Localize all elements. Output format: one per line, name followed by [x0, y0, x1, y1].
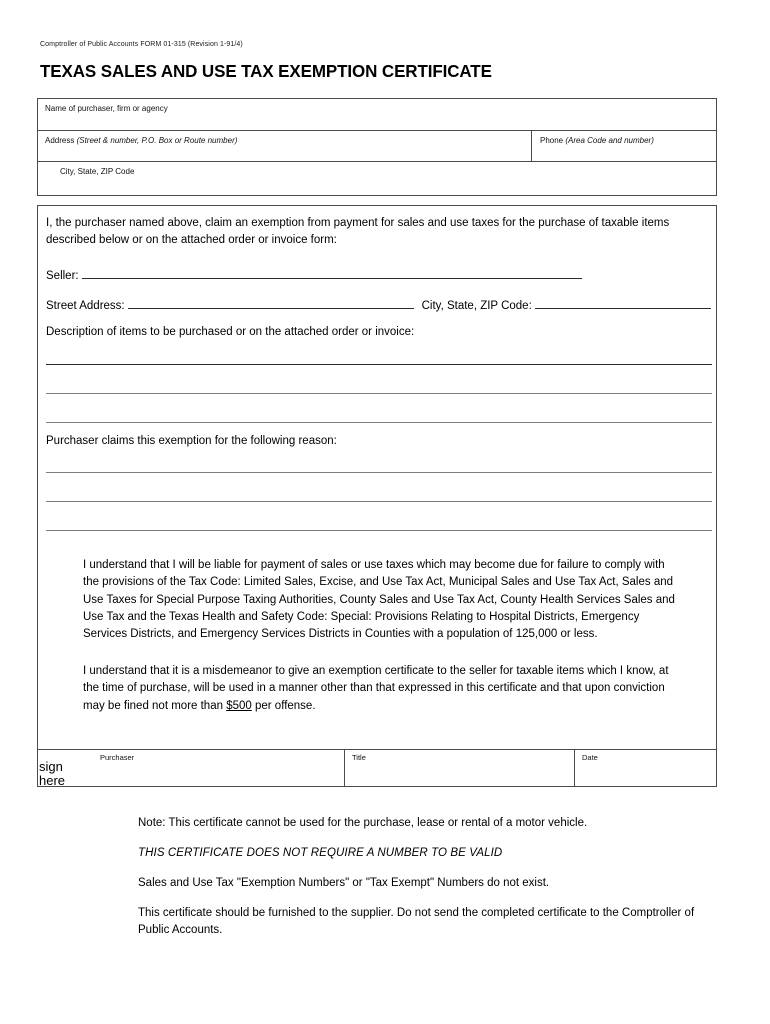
description-heading: Description of items to be purchased or on the attached order or invoice:	[46, 326, 415, 338]
description-write-line[interactable]	[46, 364, 712, 365]
purchaser-signature-label: Purchaser	[100, 753, 135, 762]
title-label: Title	[352, 753, 366, 762]
signature-row	[38, 749, 716, 786]
liability-paragraph: I understand that I will be liable for payment of sales or use taxes which may become due for failure to comply with the provisions of the Tax Code: Limited Sales, Excise, and Use Tax Act, Municipal Sales and Use Tax Act, Sales and Use Taxes for Special Purpose Taxing Authorities, County Sales and Use Tax Act, County Health Services Sales and Use Tax and the Texas Health and Safety Code: Special: Provisions Relating to Hospital Districts, Emergency Services Districts, and Emergency Services Districts in Counties with a population of 125,000 or less.	[83, 559, 675, 641]
exemption-statement-box	[37, 205, 717, 787]
note-exemption-numbers: Sales and Use Tax "Exemption Numbers" or "Tax Exempt" Numbers do not exist.	[138, 877, 550, 889]
name-of-purchaser-row[interactable]	[38, 99, 716, 131]
reason-write-line[interactable]	[46, 530, 712, 531]
address-label-text: Address	[45, 136, 77, 145]
misdemeanor-paragraph	[83, 663, 683, 715]
form-number-label: Comptroller of Public Accounts FORM 01-315 (Revision 1-91/4)	[40, 41, 243, 48]
sign-here-line-1: sign	[39, 759, 63, 774]
note-furnish-to-supplier: This certificate should be furnished to the supplier. Do not send the completed certificate to the Comptroller of Public Accounts.	[138, 907, 695, 936]
name-of-purchaser-label: Name of purchaser, firm or agency	[45, 104, 168, 113]
seller-label: Seller:	[46, 270, 79, 282]
street-address-label: Street Address:	[46, 300, 125, 312]
purchaser-identity-box	[37, 98, 717, 196]
reason-heading: Purchaser claims this exemption for the following reason:	[46, 435, 337, 447]
address-label-hint: (Street & number, P.O. Box or Route number)	[76, 136, 238, 145]
phone-label	[540, 136, 654, 145]
city-state-zip-row[interactable]	[38, 162, 716, 195]
intro-paragraph: I, the purchaser named above, claim an exemption from payment for sales and use taxes for the purchase of taxable items described below or on the attached order or invoice form:	[46, 217, 670, 246]
note-motor-vehicle: Note: This certificate cannot be used for the purchase, lease or rental of a motor vehicle.	[138, 817, 588, 829]
misdemeanor-text-part1: I understand that it is a misdemeanor to give an exemption certificate to the seller for taxable items which I know, at the time of purchase, will be used in a manner other than that expressed in this certificate and that upon conviction may be fined not more than	[83, 665, 669, 712]
phone-label-text: Phone	[540, 136, 566, 145]
note-no-number-required: THIS CERTIFICATE DOES NOT REQUIRE A NUMBER TO BE VALID	[138, 847, 503, 859]
description-write-line[interactable]	[46, 422, 712, 423]
sign-here-line-2: here	[39, 772, 66, 788]
footer-notes	[138, 815, 718, 939]
purchaser-signature-cell[interactable]	[38, 750, 344, 786]
sign-here-marker	[39, 760, 65, 787]
city-state-zip-inline-label: City, State, ZIP Code:	[421, 300, 532, 312]
seller-input-rule[interactable]	[82, 267, 582, 279]
reason-write-line[interactable]	[46, 501, 712, 502]
address-label	[45, 136, 237, 145]
city-state-zip-label: City, State, ZIP Code	[60, 167, 135, 176]
date-label: Date	[582, 753, 598, 762]
misdemeanor-text-part2: per offense.	[251, 699, 316, 712]
street-address-field-row[interactable]	[46, 297, 711, 312]
address-row[interactable]	[38, 131, 716, 162]
title-cell[interactable]	[344, 750, 574, 786]
street-address-input-rule[interactable]	[128, 297, 414, 309]
seller-field-row[interactable]	[46, 267, 582, 282]
date-cell[interactable]	[574, 750, 716, 786]
city-state-zip-input-rule[interactable]	[535, 297, 711, 309]
phone-label-hint: (Area Code and number)	[565, 136, 654, 145]
page-title: TEXAS SALES AND USE TAX EXEMPTION CERTIFICATE	[40, 61, 492, 81]
reason-write-line[interactable]	[46, 472, 712, 473]
description-write-line[interactable]	[46, 393, 712, 394]
phone-cell[interactable]	[531, 131, 717, 161]
fine-amount: $500	[226, 699, 252, 712]
